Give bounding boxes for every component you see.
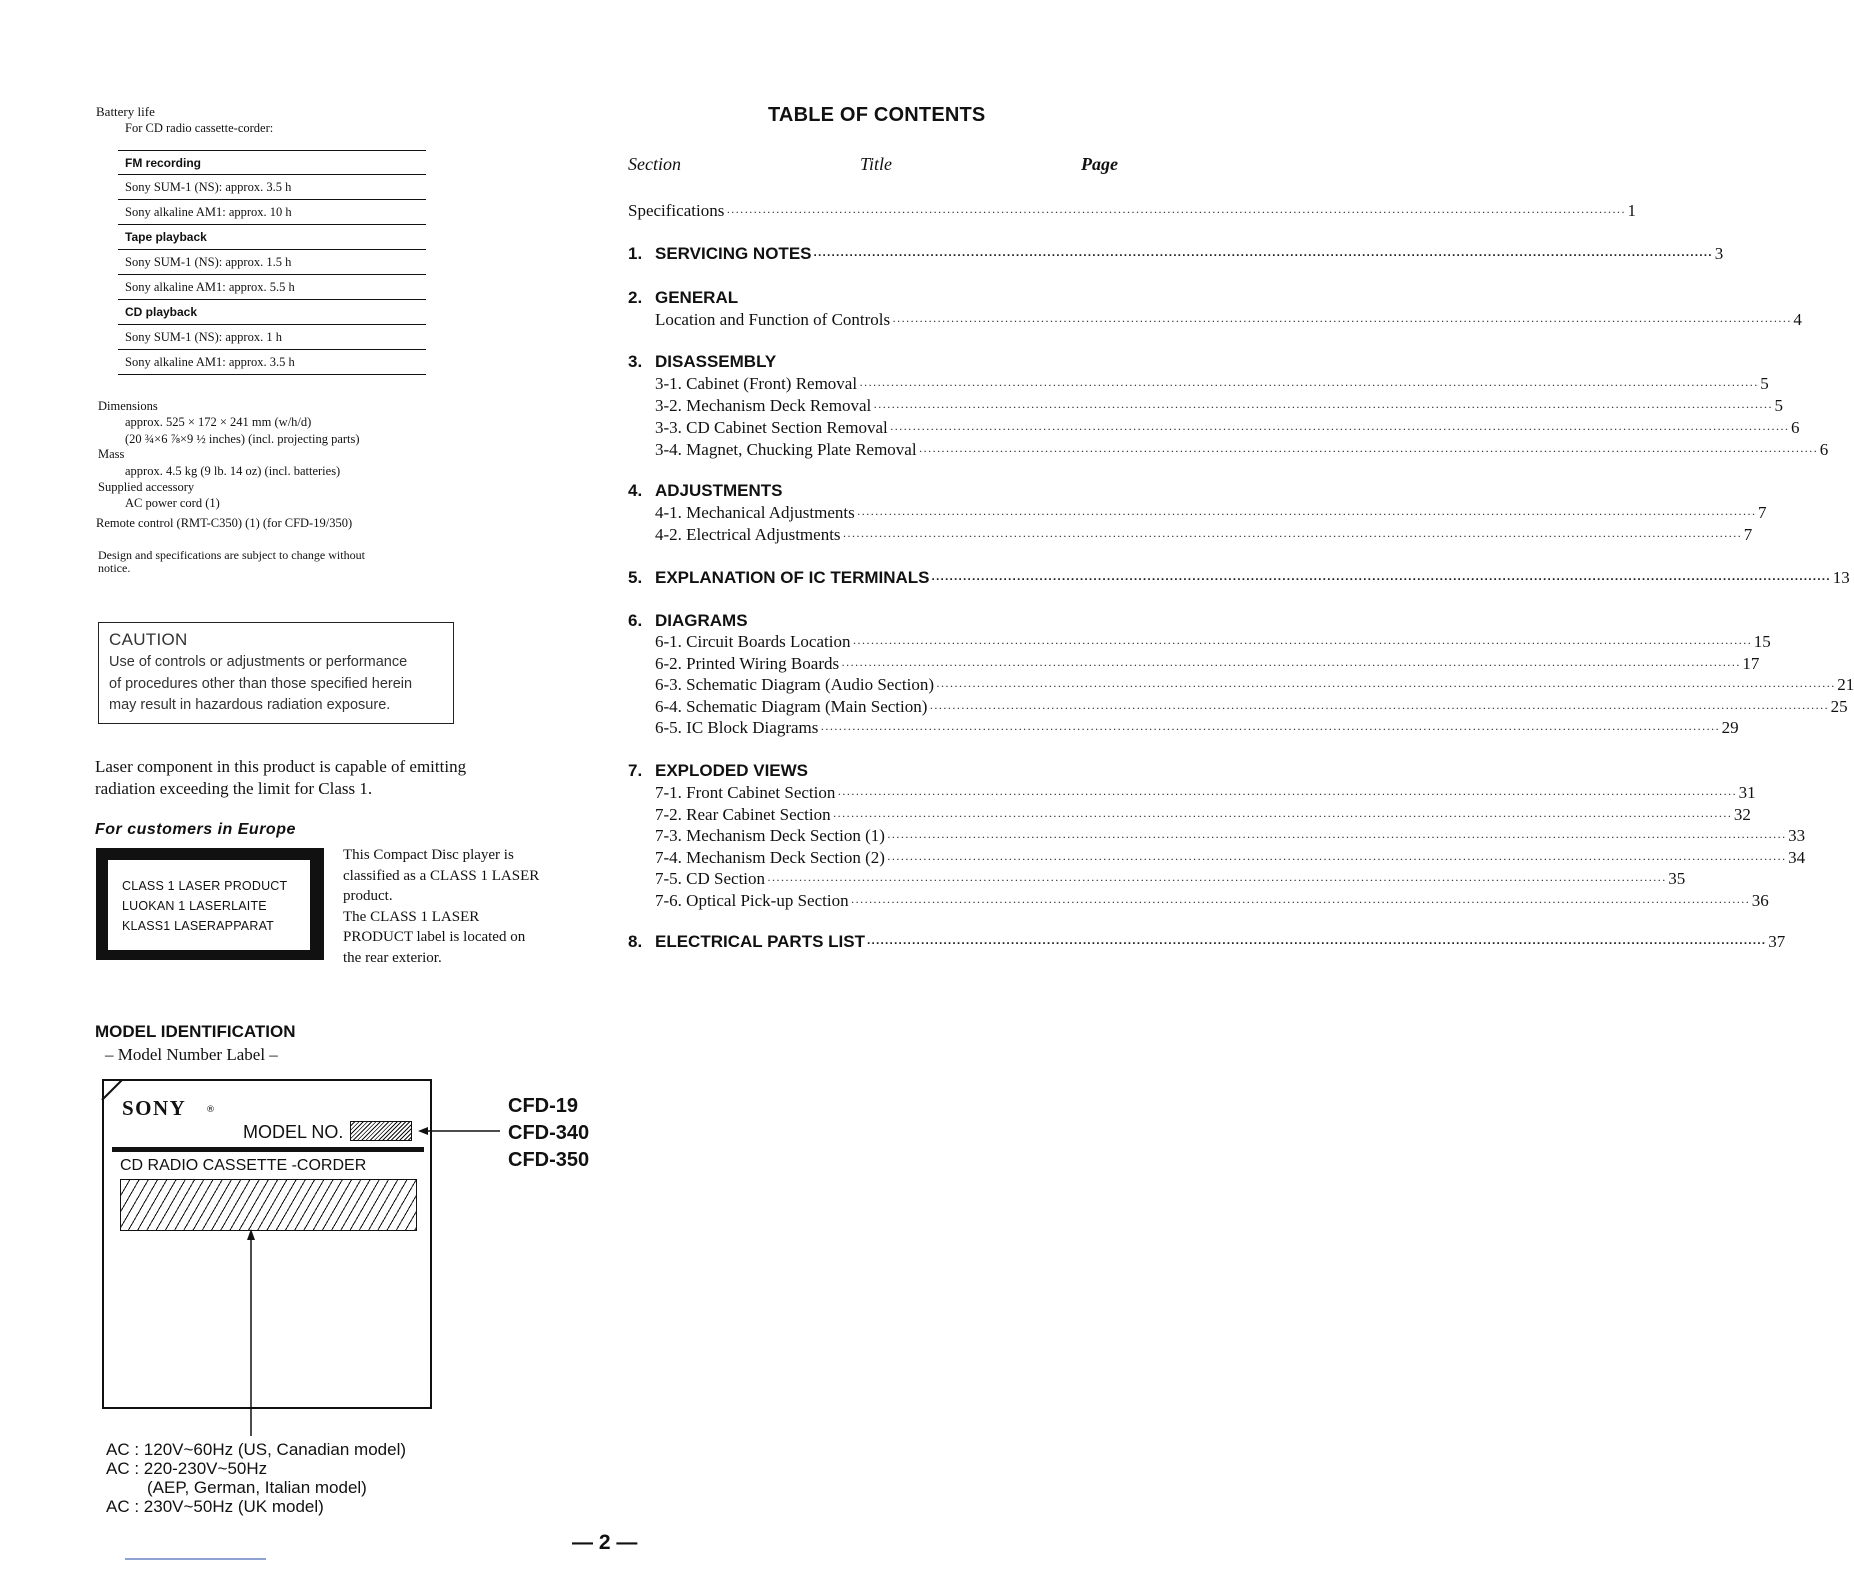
- toc-entry[interactable]: [655, 869, 1686, 889]
- toc-entry-label: 3-2. Mechanism Deck Removal: [655, 396, 872, 415]
- battery-life-subtitle: For CD radio cassette-corder:: [125, 121, 274, 135]
- toc-entry-label: Location and Function of Controls: [655, 310, 891, 329]
- toc-section-heading[interactable]: EXPLODED VIEWS: [655, 761, 809, 780]
- remote-control: Remote control (RMT-C350) (1) (for CFD-19/350): [96, 516, 353, 530]
- registered-mark: ®: [206, 1105, 215, 1115]
- toc-entry-page: 25: [1830, 696, 1848, 716]
- model-cfd-19: CFD-19: [508, 1095, 579, 1117]
- model-no-label: MODEL NO.: [243, 1122, 344, 1142]
- toc-entry[interactable]: [655, 440, 1829, 460]
- box-corner: [102, 1080, 122, 1100]
- toc-leader-dots: ········································································································································································································: [892, 314, 1792, 328]
- toc-entry[interactable]: [655, 653, 1760, 674]
- mass-label: Mass: [98, 447, 125, 461]
- model-arrow-head: [418, 1127, 428, 1135]
- toc-entry-label: 7-1. Front Cabinet Section: [655, 783, 836, 802]
- toc-entry-label: Specifications: [628, 201, 725, 220]
- toc-leader-dots: ········································································································································································································: [852, 636, 1752, 650]
- laser-desc-line: classified as a CLASS 1 LASER: [343, 867, 540, 884]
- toc-section-number: 5.: [628, 568, 643, 587]
- toc-section-number: 7.: [628, 761, 643, 780]
- toc-col-title: Title: [860, 154, 893, 174]
- toc-leader-dots: ········································································································································································································: [873, 400, 1773, 414]
- laser-label-line: CLASS 1 LASER PRODUCT: [122, 879, 288, 893]
- laser-desc-line: This Compact Disc player is: [343, 847, 514, 863]
- toc-entry[interactable]: [655, 632, 1771, 652]
- toc-col-page: Page: [1081, 154, 1118, 174]
- toc-leader-dots: ········································································································································································································: [820, 722, 1720, 736]
- toc-entry-label: 7-3. Mechanism Deck Section (1): [655, 826, 885, 845]
- toc-leader-dots: ········································································································································································································: [856, 507, 1756, 521]
- model-cfd-340: CFD-340: [508, 1122, 590, 1144]
- toc-leader-dots: ········································································································································································································: [889, 422, 1789, 436]
- toc-entry-page: 17: [1742, 653, 1760, 673]
- toc-leader-dots: ········································································································································································································: [767, 873, 1667, 887]
- toc-entry-page: 5: [1774, 396, 1783, 415]
- battery-table-heading: FM recording: [118, 150, 426, 175]
- battery-life-title: Battery life: [96, 104, 155, 119]
- design-notice-line2: notice.: [98, 561, 131, 575]
- page-number: — 2 —: [572, 1531, 638, 1554]
- toc-entry-label: 6-4. Schematic Diagram (Main Section): [655, 696, 928, 716]
- dimensions-label: Dimensions: [98, 399, 158, 413]
- laser-desc-line: product.: [343, 888, 393, 904]
- toc-entry[interactable]: [655, 696, 1848, 717]
- toc-entry-label: 7-6. Optical Pick-up Section: [655, 890, 849, 910]
- toc-entry-label: 6-3. Schematic Diagram (Audio Section): [655, 675, 935, 694]
- dimensions-value-imperial: (20 ¾×6 ⅞×9 ½ inches) (incl. projecting parts): [125, 432, 360, 446]
- toc-entry-page: 3: [1714, 244, 1724, 263]
- toc-leader-dots: ········································································································································································································: [832, 808, 1732, 823]
- toc-leader-dots: ········································································································································································································: [859, 378, 1759, 392]
- model-id-subheading: – Model Number Label –: [105, 1045, 278, 1064]
- toc-section-number: 1.: [628, 244, 643, 263]
- toc-entry-page: 5: [1760, 374, 1769, 393]
- toc-leader-dots: ········································································································································································································: [931, 572, 1831, 586]
- model-id-heading: MODEL IDENTIFICATION: [95, 1022, 296, 1041]
- laser-warning-line1: Laser component in this product is capable of emitting: [95, 757, 467, 776]
- toc-entry-label: EXPLANATION OF IC TERMINALS: [655, 568, 930, 587]
- toc-entry-specifications[interactable]: [628, 201, 1637, 221]
- toc-leader-dots: ········································································································································································································: [886, 851, 1787, 866]
- toc-leader-dots: ········································································································································································································: [936, 679, 1836, 693]
- caution-line: of procedures other than those specified herein: [109, 675, 413, 692]
- toc-entry-page: 35: [1668, 869, 1686, 888]
- battery-table-heading: CD playback: [118, 300, 426, 325]
- toc-entry-page: 4: [1793, 310, 1802, 329]
- toc-title: TABLE OF CONTENTS: [768, 104, 986, 126]
- caution-line: Use of controls or adjustments or performance: [109, 654, 408, 670]
- laser-desc-line: PRODUCT label is located on: [343, 929, 526, 945]
- product-type: CD RADIO CASSETTE -CORDER: [120, 1157, 367, 1174]
- toc-entry[interactable]: [655, 847, 1806, 868]
- model-cfd-350: CFD-350: [508, 1149, 590, 1171]
- ac-arrow-head: [247, 1229, 255, 1240]
- battery-table-heading: Tape playback: [118, 225, 426, 250]
- toc-entry-page: 37: [1768, 932, 1786, 951]
- laser-label-line: KLASS1 LASERAPPARAT: [122, 919, 275, 933]
- toc-leader-dots: ········································································································································································································: [850, 894, 1750, 909]
- toc-entry-page: 21: [1837, 675, 1854, 694]
- accessory-label: Supplied accessory: [98, 480, 195, 494]
- toc-leader-dots: ········································································································································································································: [886, 830, 1787, 844]
- toc-section-heading[interactable]: DIAGRAMS: [655, 611, 748, 630]
- toc-section-number: 3.: [628, 352, 643, 371]
- battery-table-row: Sony alkaline AM1: approx. 3.5 h: [118, 350, 426, 375]
- toc-entry-servicing-notes[interactable]: [655, 244, 1724, 264]
- toc-entry-label: SERVICING NOTES: [655, 244, 812, 263]
- toc-entry-label: 3-4. Magnet, Chucking Plate Removal: [655, 440, 917, 459]
- toc-section-heading[interactable]: GENERAL: [655, 288, 739, 307]
- laser-desc-line: the rear exterior.: [343, 949, 442, 966]
- toc-entry[interactable]: [655, 718, 1739, 738]
- toc-entry[interactable]: [655, 804, 1751, 825]
- battery-table-row: Sony SUM-1 (NS): approx. 1 h: [118, 325, 426, 350]
- mass-value: approx. 4.5 kg (9 lb. 14 oz) (incl. batteries): [125, 464, 341, 478]
- toc-entry-label: 7-5. CD Section: [655, 869, 766, 888]
- ac-power-list: [106, 1440, 406, 1516]
- toc-leader-dots: ········································································································································································································: [726, 205, 1626, 219]
- sony-logo: SONY: [122, 1096, 187, 1120]
- toc-entry-page: 1: [1627, 201, 1637, 220]
- toc-entry-page: 7: [1757, 503, 1767, 522]
- toc-entry[interactable]: [655, 310, 1802, 330]
- toc-entry[interactable]: [655, 783, 1756, 803]
- laser-desc-line: The CLASS 1 LASER: [343, 908, 480, 925]
- toc-leader-dots: ········································································································································································································: [918, 444, 1818, 458]
- dimensions-value-metric: approx. 525 × 172 × 241 mm (w/h/d): [125, 415, 312, 429]
- caution-title: CAUTION: [109, 630, 188, 649]
- toc-section-heading[interactable]: DISASSEMBLY: [655, 352, 777, 371]
- toc-section-number: 2.: [628, 288, 643, 307]
- toc-entry-ic-terminals[interactable]: [655, 568, 1850, 588]
- toc-entry-page: 7: [1743, 525, 1753, 544]
- toc-leader-dots: ········································································································································································································: [813, 248, 1713, 262]
- toc-entry-label: 3-3. CD Cabinet Section Removal: [655, 418, 888, 437]
- model-list: [508, 1093, 589, 1174]
- toc-leader-dots: ········································································································································································································: [841, 657, 1741, 672]
- toc-entry-label: 4-1. Mechanical Adjustments: [655, 503, 855, 522]
- toc-leader-dots: ········································································································································································································: [929, 700, 1829, 715]
- toc-leader-dots: ········································································································································································································: [842, 529, 1742, 543]
- battery-table-row: Sony alkaline AM1: approx. 5.5 h: [118, 275, 426, 300]
- toc-entry-page: 36: [1751, 890, 1769, 910]
- toc-section-number: 6.: [628, 611, 643, 630]
- toc-leader-dots: ········································································································································································································: [837, 787, 1737, 801]
- ac-line: AC : 230V~50Hz (UK model): [106, 1497, 324, 1516]
- toc-entry-label: 3-1. Cabinet (Front) Removal: [655, 374, 858, 393]
- caution-line: may result in hazardous radiation exposure.: [109, 697, 391, 713]
- europe-heading: For customers in Europe: [95, 821, 296, 838]
- toc-entry-page: 15: [1753, 632, 1771, 651]
- toc-entry[interactable]: [655, 396, 1783, 416]
- toc-entry[interactable]: [655, 374, 1769, 394]
- design-notice-line1: Design and specifications are subject to change without: [98, 548, 365, 562]
- toc-entry[interactable]: [655, 890, 1769, 911]
- toc-entry-page: 32: [1733, 804, 1751, 824]
- toc-entry[interactable]: [655, 525, 1753, 545]
- toc-entry-page: 33: [1788, 826, 1806, 845]
- toc-entry-page: 13: [1832, 568, 1850, 587]
- toc-entry-label: 7-4. Mechanism Deck Section (2): [655, 847, 885, 867]
- battery-table-row: Sony alkaline AM1: approx. 10 h: [118, 200, 426, 225]
- toc-entry-page: 34: [1788, 847, 1806, 867]
- toc-entry-page: 31: [1738, 783, 1756, 802]
- toc-section-number: 8.: [628, 932, 643, 951]
- toc-entry-label: 6-1. Circuit Boards Location: [655, 632, 851, 651]
- toc-section-number: 4.: [628, 481, 643, 500]
- toc-entry-label: 6-2. Printed Wiring Boards: [655, 653, 840, 673]
- ac-line: (AEP, German, Italian model): [147, 1478, 367, 1497]
- laser-label-line: LUOKAN 1 LASERLAITE: [122, 899, 267, 913]
- toc-col-section: Section: [628, 154, 681, 174]
- toc-entry[interactable]: [655, 418, 1800, 438]
- accessory-value: AC power cord (1): [125, 496, 220, 510]
- ac-line: AC : 220-230V~50Hz: [106, 1459, 268, 1478]
- ac-line: AC : 120V~60Hz (US, Canadian model): [106, 1440, 407, 1459]
- toc-entry[interactable]: [655, 675, 1854, 695]
- toc-entry-label: 7-2. Rear Cabinet Section: [655, 804, 831, 824]
- battery-table-row: Sony SUM-1 (NS): approx. 1.5 h: [118, 250, 426, 275]
- toc-entry-electrical-parts[interactable]: [655, 932, 1786, 952]
- toc-section-heading[interactable]: ADJUSTMENTS: [655, 481, 783, 500]
- toc-entry[interactable]: [655, 826, 1806, 846]
- toc-entry-label: 4-2. Electrical Adjustments: [655, 525, 841, 544]
- toc-entry-label: ELECTRICAL PARTS LIST: [655, 932, 865, 951]
- toc-entry[interactable]: [655, 503, 1767, 523]
- toc-entry-label: 6-5. IC Block Diagrams: [655, 718, 819, 737]
- toc-entry-page: 29: [1721, 718, 1739, 737]
- toc-entry-page: 6: [1819, 440, 1829, 459]
- toc-leader-dots: ········································································································································································································: [867, 936, 1767, 950]
- toc-entry-page: 6: [1791, 418, 1800, 437]
- laser-warning-line2: radiation exceeding the limit for Class 1.: [95, 779, 373, 798]
- battery-table-row: Sony SUM-1 (NS): approx. 3.5 h: [118, 175, 426, 200]
